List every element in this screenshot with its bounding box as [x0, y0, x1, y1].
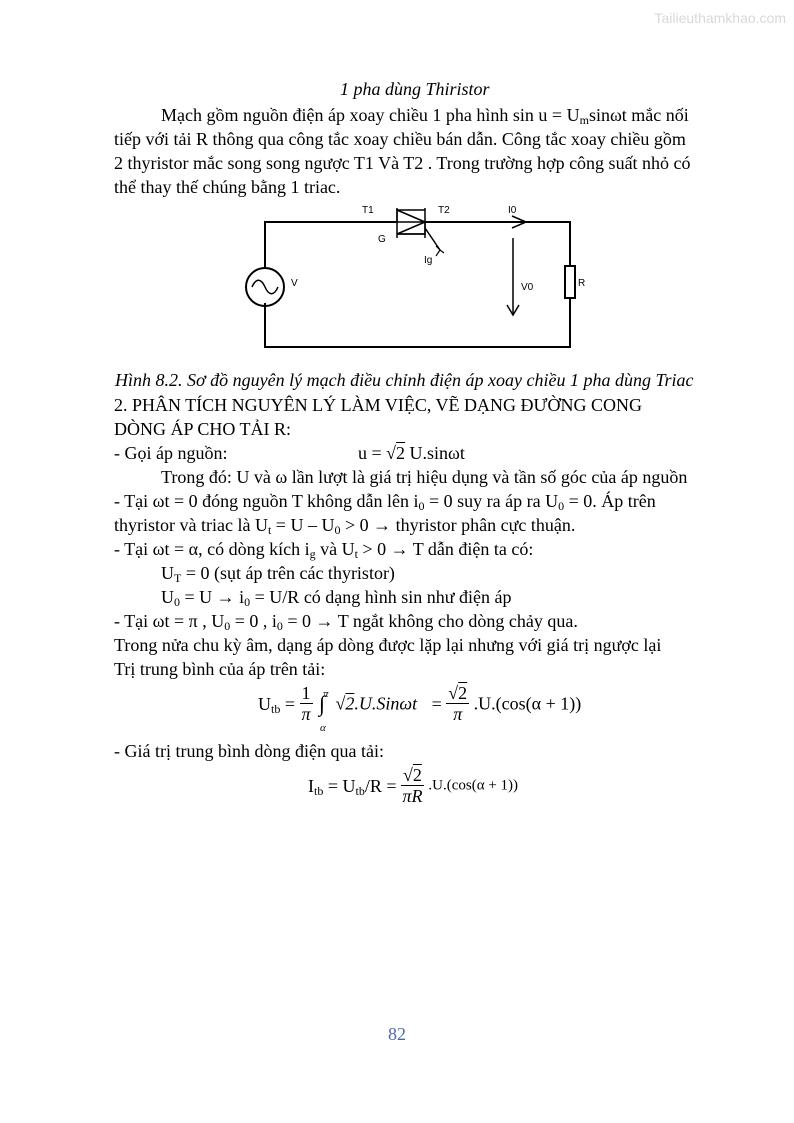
label-r: R — [578, 278, 586, 289]
resistor — [565, 266, 575, 298]
figure-caption: Hình 8.2. Sơ đồ nguyên lý mạch điều chỉnh điện áp xoay chiều 1 pha dùng Triac — [115, 370, 694, 390]
section-heading: 1 pha dùng Thiristor — [340, 79, 490, 99]
label-g: G — [378, 234, 386, 245]
sine-icon — [252, 280, 278, 294]
wt0-line: - Tại ωt = 0 đóng nguồn T không dẫn lên $i_0 = 0$ suy ra áp ra $U_0 = 0$. Áp trên — [114, 491, 656, 513]
half-cycle-line: Trong nửa chu kỳ âm, dạng áp dòng được lặp lại nhưng với giá trị ngược lại — [114, 635, 662, 655]
label-t2: T2 — [438, 205, 450, 216]
avg-voltage-label: Trị trung bình của áp trên tải: — [114, 659, 326, 679]
intro-line-2: tiếp với tải R thông qua công tắc xoay chiều bán dẫn. Công tắc xoay chiều gồm — [114, 129, 686, 149]
utb-formula: $U_{tb}$ = $\frac{1}{\pi}$ π ∫ α √2.U.Sinωt = $\frac{√2}{\pi}$ .U.(cos(α + 1)) — [258, 683, 582, 734]
label-v0: V0 — [521, 282, 534, 293]
label-t1: T1 — [362, 205, 374, 216]
alpha-line: - Tại ωt = α, có dòng kích $i_g$ và $U_t > 0 \to T$ dẫn điện ta có: — [114, 539, 534, 561]
wire-top-right — [425, 222, 570, 266]
circuit-diagram — [0, 0, 794, 360]
u0-line: $U_0 = U \to i_0 = U/R$ có dạng hình sin như điện áp — [161, 587, 512, 609]
page-number: 82 — [388, 1024, 406, 1044]
definition-line: Trong đó: U và ω lần lượt là giá trị hiệu dụng và tần số góc của áp nguồn — [161, 467, 688, 487]
intro-line-4: thể thay thế chúng bằng 1 triac. — [114, 177, 341, 197]
intro-paragraph: Mạch gồm nguồn điện áp xoay chiều 1 pha hình $\sin u = U_m\sin\omega t$ mắc nối — [161, 105, 689, 127]
pi-line: - Tại ωt = π , $U_0 = 0$ , $i_0 = 0 \to T$ ngắt không cho dòng chảy qua. — [114, 611, 578, 633]
label-v: V — [291, 278, 298, 289]
gate-arrow-icon — [436, 246, 444, 256]
source-voltage-formula: u = √2 U.sinωt — [358, 443, 465, 463]
source-voltage-label: - Gọi áp nguồn: — [114, 443, 228, 463]
label-i0: I0 — [508, 205, 517, 216]
intro-line-3: 2 thyristor mắc song song ngược T1 Và T2 . Trong trường hợp công suất nhỏ có — [114, 153, 691, 173]
label-ig: Ig — [424, 255, 433, 266]
wire-left — [265, 222, 397, 268]
section-title-line-1: 2. PHÂN TÍCH NGUYÊN LÝ LÀM VIỆC, VẼ DẠNG ĐƯỜNG CONG — [114, 395, 642, 415]
itb-formula: $I_{tb} = U_{tb}/R$ = $\frac{√2}{\pi R}$ .U.(cos(α + 1)) — [308, 765, 519, 806]
section-title-line-2: DÒNG ÁP CHO TẢI R: — [114, 419, 292, 439]
triac-symbol — [397, 208, 440, 250]
thyristor-line: thyristor và triac là $U_t = U - U_0 > 0$ → thyristor phân cực thuận. — [114, 515, 576, 537]
v0-arrow-icon — [507, 238, 519, 315]
watermark: Tailieuthamkhao.com — [654, 10, 786, 26]
ut-line: $U_T = 0$ (sụt áp trên các thyristor) — [161, 563, 395, 585]
wire-bottom — [265, 298, 570, 347]
avg-current-label: - Giá trị trung bình dòng điện qua tải: — [114, 741, 384, 761]
